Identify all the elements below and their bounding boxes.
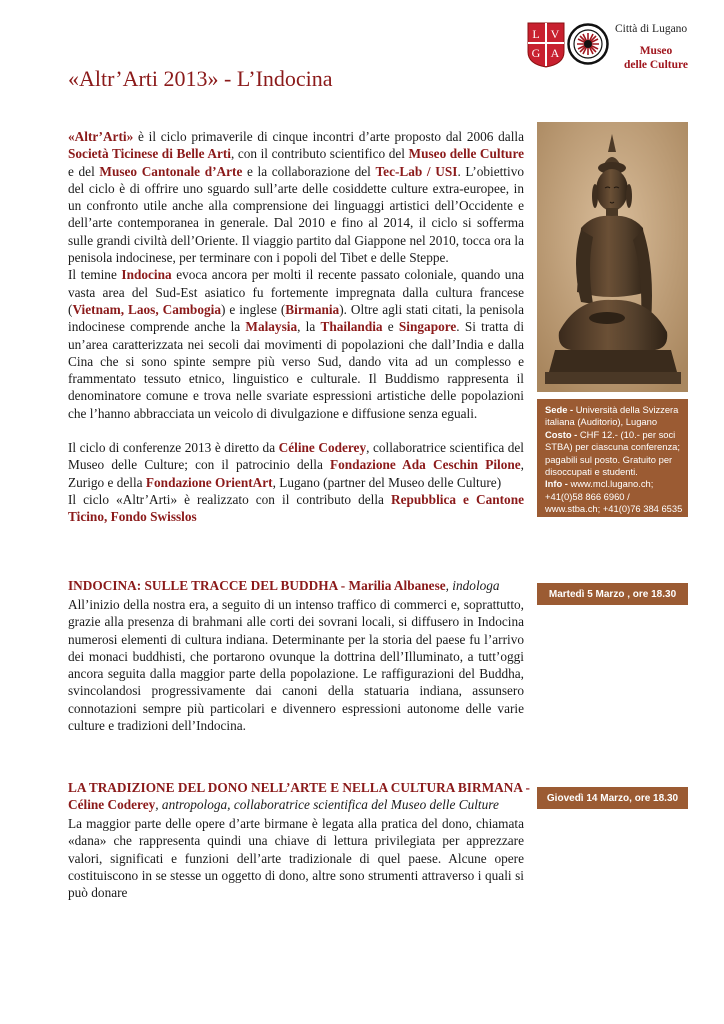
highlighted-term: Fondazione Ada Ceschin Pilone <box>330 457 521 473</box>
section-title <box>68 578 500 594</box>
info-label: Info - <box>545 478 571 490</box>
costo-label: Costo - <box>545 428 580 440</box>
section-title-role: , indologa <box>445 578 500 593</box>
highlighted-term: «Altr’Arti» <box>68 129 134 144</box>
highlighted-term: Società Ticinese di Belle Arti <box>68 146 231 162</box>
text-run: è il ciclo primaverile di cinque incontri d’arte proposto dal 2006 dalla <box>133 129 524 144</box>
section-title: LA TRADIZIONE DEL DONO NELL’ARTE E NELLA CULTURA BIRMANA - <box>68 780 530 795</box>
info-value: www.mcl.lugano.ch; +41(0)58 866 6960 / www.stba.ch; +41(0)76 384 6535 <box>545 478 683 515</box>
highlighted-term: Malaysia <box>245 319 298 335</box>
section-title-text: INDOCINA: SULLE TRACCE DEL BUDDHA - Marilia Albanese <box>68 578 446 593</box>
text-run: , la <box>297 319 321 335</box>
text-run: , Lugano (partner del Museo delle Culture) <box>272 474 502 490</box>
sede-value: Università della Svizzera italiana (Auditorio), Lugano <box>545 404 679 428</box>
info-box <box>537 399 688 517</box>
highlighted-term: Céline Coderey <box>278 440 367 456</box>
buddha-statue-image <box>537 122 688 392</box>
intro-text <box>68 128 524 526</box>
text-run: , collaboratrice scientifica del Museo delle Culture; con il patrocinio della <box>68 440 524 473</box>
text-run: e del <box>68 163 100 179</box>
lugano-shield-logo <box>527 22 565 68</box>
text-run: e <box>382 319 399 335</box>
museum-label-line2: delle Culture <box>624 59 688 71</box>
museum-seal-logo <box>567 23 609 65</box>
date-badge: Giovedì 14 Marzo, ore 18.30 <box>537 787 688 809</box>
highlighted-term: Museo Cantonale d’Arte <box>99 163 243 179</box>
text-run: Il temine <box>68 267 122 283</box>
section-body: All’inizio della nostra era, a seguito di un intenso traffico di commerci e, soprattutto, grazie alla presenza di brahmani alle corti dei sovrani locali, si diffusero in Indocina numerosi elementi di cultura indiana. Determinante per la storia del paese fu l’arrivo dei monaci buddhisti, che portarono ovunque la dottrina dell’Illuminato, a tutt’oggi ancora seguita dalla maggior parte della popolazione. Le raffigurazioni del Buddha, svincolandosi progressivamente dai canoni della statuaria indiana, assunsero connotazioni sempre più particolari e divennero espressioni autonome delle varie culture e tradizioni dell’Indocina. <box>68 597 524 734</box>
museum-label-line1: Museo <box>639 45 673 57</box>
text-run: , Zurigo e della <box>68 457 524 490</box>
text-run: , con il contributo scientifico del <box>230 146 409 162</box>
text-run: ) e inglese ( <box>220 301 286 317</box>
text-run: ). Oltre agli stati citati, la penisola indocinese comprende anche la <box>68 301 524 335</box>
highlighted-term: Museo delle Culture <box>408 146 525 162</box>
highlighted-term: Fondazione OrientArt <box>145 474 273 490</box>
highlighted-term: Thailandia <box>320 319 383 335</box>
highlighted-term: Vietnam, Laos, Cambogia <box>72 301 221 317</box>
shield-letter: G <box>531 46 541 60</box>
date-badge: Martedì 5 Marzo , ore 18.30 <box>537 583 688 605</box>
costo-value: CHF 12.- (10.- per soci STBA) per ciascuna conferenza; pagabili sul posto. Gratuito per disoccupati e studenti. <box>545 428 680 478</box>
highlighted-term: Tec-Lab / USI <box>375 163 458 179</box>
intro-paragraph <box>68 491 524 526</box>
shield-letter: V <box>550 27 560 41</box>
speaker-name: Céline Coderey <box>68 797 156 812</box>
text-run: . L’obiettivo del ciclo è di offrire uno sguardo sull’arte delle cosiddette culture extra-europee, in un confronto utile anche alla comprensione dei linguaggi artistici dell’Occidente e dell’arte contemporanea in generale. Dal 2010 e fino al 2014, il ciclo si sofferma sulle grandi civiltà dell’Oriente. Il viaggio partito dal Giappone nel 2010, tocca ora la penisola indocinese, per terminare con i popoli del Tibet e delle Steppe. <box>68 163 524 266</box>
shield-letter: L <box>532 27 540 41</box>
sede-label: Sede - <box>545 404 576 415</box>
highlighted-term: Singapore <box>398 319 457 335</box>
intro-paragraph <box>68 439 524 491</box>
highlighted-term: Birmania <box>285 301 340 317</box>
highlighted-term: Repubblica e Cantone Ticino, Fondo Swisslos <box>68 491 524 525</box>
text-run: . Si tratta di un’area caratterizzata nei secoli dai movimenti di popolazioni che dall’India e dalla Cina che si sono spinte sempre più verso Sud, dando vita ad un complesso e frammentato tessuto etnico, linguistico e culturale. Il Buddismo rappresenta il denominatore comune e trova nelle svariate espressioni artistiche delle popolazioni che l’hanno abbracciata un veicolo di divulgazione e diffusione senza eguali. <box>68 319 525 421</box>
page-title: «Altr’Arti 2013» - L’Indocina <box>68 66 333 91</box>
text-run: Il ciclo «Altr’Arti» è realizzato con il contributo della <box>68 491 391 507</box>
speaker-role: , antropologa, collaboratrice scientifica del Museo delle Culture <box>155 797 499 812</box>
text-run: evoca ancora per molti il recente passato coloniale, quando una vasta area del Sud-Est asiatico fu fortemente impregnata dalla cultura francese ( <box>68 267 524 317</box>
section-subtitle <box>68 797 499 813</box>
text-run: Il ciclo di conferenze 2013 è diretto da <box>68 440 279 456</box>
museum-label <box>622 44 690 72</box>
shield-letter: A <box>550 46 560 60</box>
intro-paragraph <box>68 128 524 266</box>
text-run: e la collaborazione del <box>242 163 376 179</box>
highlighted-term: Indocina <box>121 267 172 283</box>
section-body: La maggior parte delle opere d’arte birmane è legata alla pratica del dono, chiamata «dana» che rappresenta quindi una chiave di lettura privilegiata per apprezzare valori, significati e funzioni dell’arte tradizionale di quel paese. Alcune opere costituiscono in se stesse un oggetto di dono, altre sono strumenti attraverso i quali si può donare <box>68 816 524 901</box>
intro-paragraph <box>68 266 524 422</box>
city-label: Città di Lugano <box>615 23 688 35</box>
